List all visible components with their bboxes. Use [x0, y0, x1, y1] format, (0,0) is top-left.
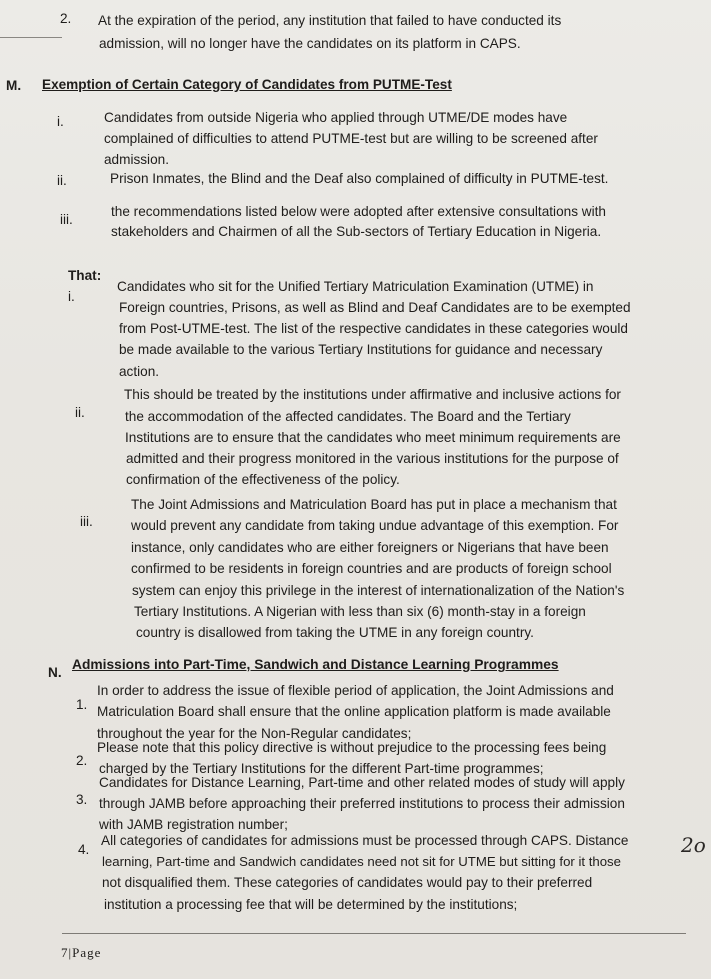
that-item-3-line-1: The Joint Admissions and Matriculation Board has put in place a mechanism that — [131, 497, 617, 512]
section-n-letter: N. — [48, 665, 62, 680]
n-item-1-number: 1. — [76, 697, 88, 712]
m-item-1-number: i. — [57, 114, 64, 129]
that-item-1-line-2: Foreign countries, Prisons, as well as Blind and Deaf Candidates are to be exempted — [119, 300, 631, 315]
section-n-title: Admissions into Part-Time, Sandwich and Distance Learning Programmes — [72, 657, 559, 672]
n-item-4-line-2: learning, Part-time and Sandwich candidates need not sit for UTME but sitting for it those — [102, 854, 621, 869]
that-item-2-line-2: the accommodation of the affected candidates. The Board and the Tertiary — [125, 409, 571, 424]
n-item-1-line-3: throughout the year for the Non-Regular candidates; — [97, 726, 412, 741]
left-margin-line — [0, 37, 62, 38]
that-item-3-line-6: Tertiary Institutions. A Nigerian with less than six (6) month-stay in a foreign — [134, 604, 586, 619]
m-item-1-line-2: complained of difficulties to attend PUTME-test but are willing to be screened after — [104, 131, 598, 146]
that-item-1-line-1: Candidates who sit for the Unified Tertiary Matriculation Examination (UTME) in — [117, 279, 594, 294]
page-number: 7|Page — [61, 945, 102, 960]
that-item-2-line-3: Institutions are to ensure that the candidates who meet minimum requirements are — [125, 430, 621, 445]
n-item-2-number: 2. — [76, 753, 88, 768]
that-item-3-number: iii. — [80, 514, 93, 529]
that-item-3-line-7: country is disallowed from taking the UTME in any foreign country. — [136, 625, 534, 640]
m-item-1-line-1: Candidates from outside Nigeria who applied through UTME/DE modes have — [104, 110, 568, 125]
m-item-1-line-3: admission. — [104, 152, 169, 167]
n-item-2-line-2: charged by the Tertiary Institutions for the different Part-time programmes; — [99, 761, 544, 776]
handwritten-margin-mark: 2o — [681, 833, 706, 857]
that-item-3-line-4: confirmed to be residents in foreign countries and are products of foreign school — [131, 561, 612, 576]
that-item-3-line-3: instance, only candidates who are either foreigners or Nigerians that have been — [131, 540, 609, 555]
item-2-line-2: admission, will no longer have the candidates on its platform in CAPS. — [99, 36, 521, 51]
that-label: That: — [68, 268, 102, 283]
that-item-1-number: i. — [68, 289, 75, 304]
section-m-letter: M. — [6, 78, 22, 93]
n-item-3-line-1: Candidates for Distance Learning, Part-time and other related modes of study will apply — [99, 775, 625, 790]
that-item-2-line-5: confirmation of the effectiveness of the policy. — [126, 472, 400, 487]
m-item-3-number: iii. — [60, 212, 73, 227]
n-item-4-number: 4. — [78, 842, 90, 857]
n-item-4-line-4: institution a processing fee that will be determined by the institutions; — [104, 897, 518, 912]
m-item-3-line-1: the recommendations listed below were adopted after extensive consultations with — [111, 204, 606, 219]
n-item-4-line-1: All categories of candidates for admissions must be processed through CAPS. Distance — [101, 833, 629, 848]
n-item-2-line-1: Please note that this policy directive is without prejudice to the processing fees being — [97, 740, 607, 755]
n-item-3-line-2: through JAMB before approaching their preferred institutions to process their admission — [99, 796, 625, 811]
footer-rule — [62, 933, 686, 934]
that-item-2-line-1: This should be treated by the institutions under affirmative and inclusive actions for — [124, 387, 621, 402]
m-item-2-number: ii. — [57, 173, 67, 188]
section-m-title: Exemption of Certain Category of Candidates from PUTME-Test — [42, 77, 452, 92]
m-item-3-line-2: stakeholders and Chairmen of all the Sub-sectors of Tertiary Education in Nigeria. — [111, 224, 602, 239]
that-item-1-line-5: action. — [119, 364, 160, 379]
n-item-1-line-2: Matriculation Board shall ensure that the online application platform is made available — [97, 704, 611, 719]
that-item-2-number: ii. — [75, 405, 85, 420]
m-item-2-line-1: Prison Inmates, the Blind and the Deaf also complained of difficulty in PUTME-test. — [110, 171, 609, 186]
that-item-1-line-4: be made available to the various Tertiary Institutions for guidance and necessary — [119, 342, 603, 357]
item-2-number: 2. — [60, 11, 72, 26]
item-2-line-1: At the expiration of the period, any institution that failed to have conducted its — [98, 13, 562, 28]
n-item-1-line-1: In order to address the issue of flexible period of application, the Joint Admissions and — [97, 683, 614, 698]
n-item-3-line-3: with JAMB registration number; — [99, 817, 288, 832]
that-item-3-line-2: would prevent any candidate from taking undue advantage of this exemption. For — [131, 518, 619, 533]
n-item-3-number: 3. — [76, 792, 88, 807]
that-item-1-line-3: from Post-UTME-test. The list of the respective candidates in these categories would — [119, 321, 628, 336]
n-item-4-line-3: not disqualified them. These categories of candidates would pay to their preferred — [102, 875, 593, 890]
that-item-3-line-5: system can enjoy this privilege in the interest of internationalization of the Nation's — [132, 583, 625, 598]
that-item-2-line-4: admitted and their progress monitored in the various institutions for the purpose of — [126, 451, 619, 466]
